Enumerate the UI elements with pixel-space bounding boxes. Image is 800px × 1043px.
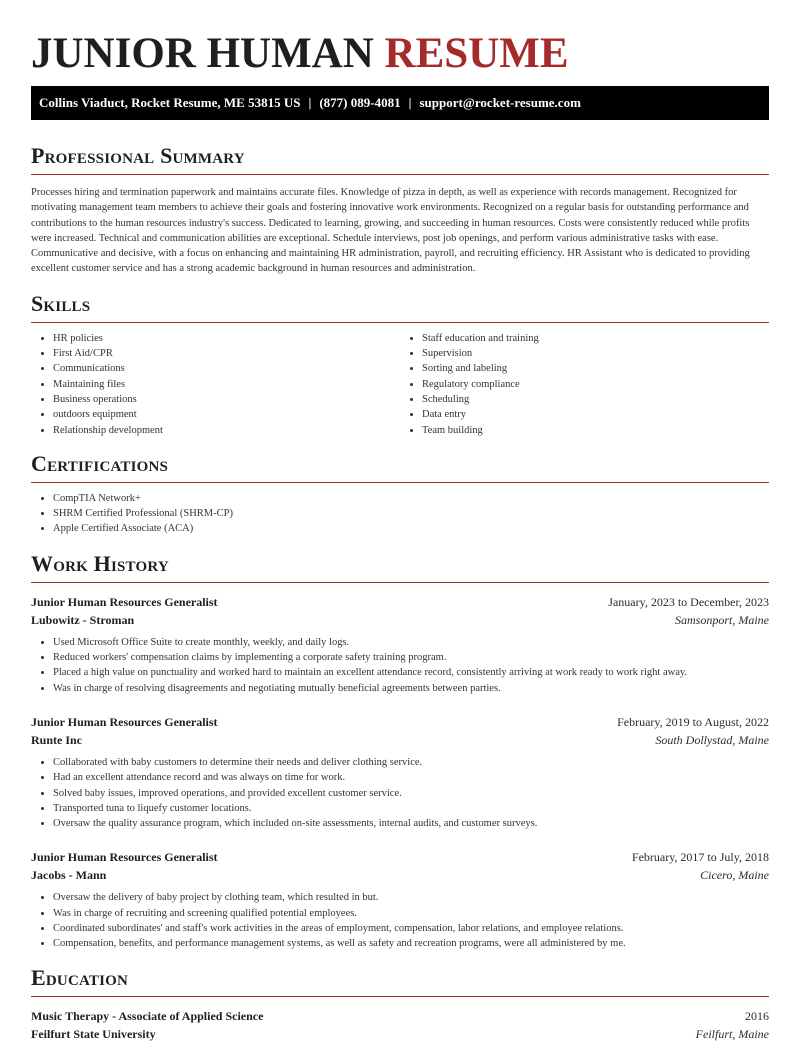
job-location: Cicero, Maine bbox=[700, 868, 769, 883]
section-divider bbox=[31, 322, 769, 323]
job-bullet: • Compensation, benefits, and performance management systems, as well as safety and recreation programs, were all administered by me. bbox=[53, 936, 769, 951]
skills-list-left bbox=[31, 331, 400, 438]
job-bullet: • Coordinated subordinates' and staff's work activities in the areas of employment, compensation, labor relations, and employee relations. bbox=[53, 921, 769, 936]
skill-item: • Communications bbox=[53, 361, 400, 376]
resume-name bbox=[31, 0, 769, 86]
job-title: Junior Human Resources Generalist bbox=[31, 714, 218, 729]
skill-item: • Regulatory compliance bbox=[422, 377, 769, 392]
job-bullet: • Had an excellent attendance record and was always on time for work. bbox=[53, 770, 769, 785]
job-bullet: • Used Microsoft Office Suite to create monthly, weekly, and daily logs. bbox=[53, 635, 769, 650]
certification-item: • SHRM Certified Professional (SHRM-CP) bbox=[53, 506, 769, 521]
job-bullet: • Transported tuna to liquefy customer locations. bbox=[53, 801, 769, 816]
job-company-row bbox=[31, 731, 769, 749]
skill-item: • Staff education and training bbox=[422, 331, 769, 346]
job-company-row bbox=[31, 611, 769, 629]
job-header-row bbox=[31, 848, 769, 866]
skill-item: • Team building bbox=[422, 423, 769, 438]
section-divider bbox=[31, 582, 769, 583]
skill-item: • Relationship development bbox=[53, 423, 400, 438]
contact-email: support@rocket-resume.com bbox=[419, 95, 581, 110]
certification-item: • Apple Certified Associate (ACA) bbox=[53, 521, 769, 536]
education-school: Feilfurt State University bbox=[31, 1026, 156, 1041]
skill-item: • Maintaining files bbox=[53, 377, 400, 392]
job-header-row bbox=[31, 593, 769, 611]
job-company: Lubowitz - Stroman bbox=[31, 612, 135, 627]
section-divider bbox=[31, 174, 769, 175]
contact-separator: | bbox=[408, 95, 412, 110]
work-history-section bbox=[31, 550, 769, 952]
section-title-education: Education bbox=[31, 964, 129, 990]
contact-phone: (877) 089-4081 bbox=[319, 95, 401, 110]
job-bullet: • Reduced workers' compensation claims by implementing a corporate safety training program. bbox=[53, 650, 769, 665]
job-location: Samsonport, Maine bbox=[675, 612, 769, 627]
education-school-row bbox=[31, 1025, 769, 1043]
education-location: Feilfurt, Maine bbox=[695, 1026, 769, 1041]
skill-item: • HR policies bbox=[53, 331, 400, 346]
job-company: Jacobs - Mann bbox=[31, 868, 107, 883]
certifications-list bbox=[31, 491, 769, 537]
section-title-work-history: Work History bbox=[31, 550, 169, 576]
job-bullet: • Solved baby issues, improved operations, and provided excellent customer service. bbox=[53, 786, 769, 801]
job-title: Junior Human Resources Generalist bbox=[31, 850, 218, 865]
education-entry bbox=[31, 1007, 769, 1043]
skill-item: • Sorting and labeling bbox=[422, 361, 769, 376]
section-title-skills: Skills bbox=[31, 290, 91, 316]
skill-item: • Data entry bbox=[422, 407, 769, 422]
job-bullet: • Collaborated with baby customers to determine their needs and deliver clothing service. bbox=[53, 755, 769, 770]
job-company-row bbox=[31, 866, 769, 884]
contact-address: Collins Viaduct, Rocket Resume, ME 53815 US bbox=[39, 95, 301, 110]
education-header-row bbox=[31, 1007, 769, 1025]
name-part-2: RESUME bbox=[384, 30, 569, 77]
section-title-summary: Professional Summary bbox=[31, 143, 245, 168]
skill-item: • Supervision bbox=[422, 346, 769, 361]
job-dates: February, 2019 to August, 2022 bbox=[617, 714, 769, 729]
job-entry bbox=[31, 593, 769, 696]
certifications-section bbox=[31, 450, 769, 537]
skills-section bbox=[31, 290, 769, 438]
job-dates: January, 2023 to December, 2023 bbox=[608, 594, 769, 609]
job-bullets bbox=[31, 890, 769, 951]
job-bullet: • Oversaw the quality assurance program, which included on-site assessments, internal audits, and customer surveys. bbox=[53, 816, 769, 831]
job-location: South Dollystad, Maine bbox=[655, 732, 769, 747]
job-bullet: • Was in charge of recruiting and screening qualified potential employees. bbox=[53, 906, 769, 921]
section-divider bbox=[31, 996, 769, 997]
job-bullets bbox=[31, 635, 769, 696]
section-title-certifications: Certifications bbox=[31, 450, 169, 476]
job-entry bbox=[31, 713, 769, 831]
education-degree: Music Therapy - Associate of Applied Science bbox=[31, 1008, 264, 1023]
certification-item: • CompTIA Network+ bbox=[53, 491, 769, 506]
job-entry bbox=[31, 848, 769, 951]
job-bullets bbox=[31, 755, 769, 831]
skill-item: • Business operations bbox=[53, 392, 400, 407]
skill-item: • outdoors equipment bbox=[53, 407, 400, 422]
skills-list-right bbox=[400, 331, 769, 438]
job-bullet: • Was in charge of resolving disagreements and negotiating mutually beneficial agreements between parties. bbox=[53, 681, 769, 696]
job-title: Junior Human Resources Generalist bbox=[31, 594, 218, 609]
skill-item: • First Aid/CPR bbox=[53, 346, 400, 361]
job-company: Runte Inc bbox=[31, 732, 83, 747]
job-header-row bbox=[31, 713, 769, 731]
skill-item: • Scheduling bbox=[422, 392, 769, 407]
contact-separator: | bbox=[308, 95, 312, 110]
job-bullet: • Placed a high value on punctuality and worked hard to maintain an excellent attendance record, consistently arriving at work ready to work right away. bbox=[53, 665, 769, 680]
name-part-1: JUNIOR HUMAN bbox=[31, 30, 374, 77]
summary-text: Processes hiring and termination paperwork and maintains accurate files. Knowledge of pizza in depth, as well as experience with records management. Recognized for motivating management team members to achieve their goals and fostering innovative work environments. Recognized on a regular basis for outstanding performance and contributions to the human resources industry's success. Dedicated to learning, growing, and succeeding in human resources. Costs were consistently reduced while profits were increased. Technical and communication abilities are exceptional. Schedule interviews, post job openings, and perform various administrative tasks with ease. Communicative and decisive, with a focus on enhancing and maintaining HR administration, payroll, and recruiting efficiency. HR Assistant who is dedicated to providing excellent customer service and has a strong academic background in human resources and administration. bbox=[31, 187, 750, 275]
summary-section bbox=[31, 145, 769, 277]
section-divider bbox=[31, 482, 769, 483]
job-dates: February, 2017 to July, 2018 bbox=[631, 850, 769, 865]
contact-bar bbox=[31, 86, 769, 120]
skills-columns bbox=[31, 331, 769, 438]
job-bullet: • Oversaw the delivery of baby project by clothing team, which resulted in but. bbox=[53, 890, 769, 905]
education-section bbox=[31, 964, 769, 1043]
education-year: 2016 bbox=[745, 1008, 769, 1023]
